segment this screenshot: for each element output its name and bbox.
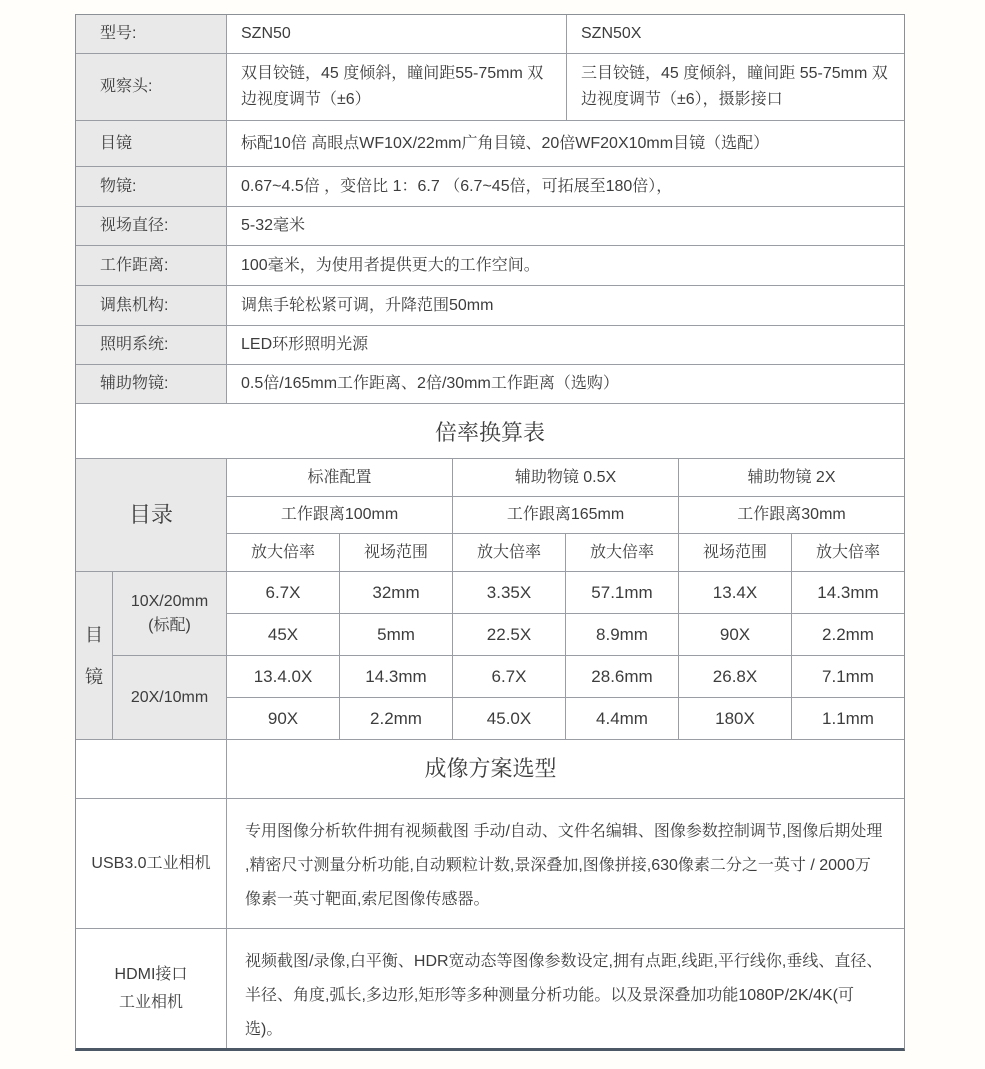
header-aux-2x: 辅助物镜 2X bbox=[678, 458, 904, 496]
illumination-value: LED环形照明光源 bbox=[226, 325, 904, 364]
table-cell: 6.7X bbox=[452, 655, 565, 697]
eyepiece-vertical-label bbox=[76, 571, 112, 739]
table-cell: 28.6mm bbox=[565, 655, 678, 697]
table-cell: 13.4X bbox=[678, 571, 791, 613]
table-cell: 57.1mm bbox=[565, 571, 678, 613]
col-header-magnification-3: 放大倍率 bbox=[565, 533, 678, 571]
working-distance-label: 工作距离: bbox=[76, 245, 226, 285]
head-value-szn50: 双目铰链，45 度倾斜，瞳间距55-75mm 双边视度调节（±6） bbox=[226, 53, 566, 120]
hdmi-camera-label bbox=[76, 928, 226, 1048]
objective-value: 0.67~4.5倍 ，变倍比 1：6.7 （6.7~45倍，可拓展至180倍）， bbox=[226, 166, 904, 206]
group-sublabel-text: (标配) bbox=[148, 616, 191, 634]
objective-label: 物镜: bbox=[76, 166, 226, 206]
group-label-text: 10X/20mm bbox=[130, 592, 209, 610]
model-label: 型号: bbox=[76, 15, 226, 53]
model-value-szn50: SZN50 bbox=[226, 15, 566, 53]
usb-camera-cell bbox=[226, 798, 904, 928]
table-cell: 13.4.0X bbox=[226, 655, 339, 697]
aux-objective-label: 辅助物镜: bbox=[76, 364, 226, 403]
product-spec-table bbox=[76, 15, 904, 403]
imaging-section-title: 成像方案选型 bbox=[424, 756, 557, 781]
field-diameter-value: 5-32毫米 bbox=[226, 206, 904, 245]
header-standard-config: 标准配置 bbox=[226, 458, 452, 496]
magnification-table bbox=[76, 458, 904, 739]
group-label-20x-10mm bbox=[112, 655, 226, 739]
header-wd-165mm: 工作跟离165mm bbox=[452, 496, 678, 533]
col-header-field-2: 视场范围 bbox=[678, 533, 791, 571]
conversion-table-title: 倍率换算表 bbox=[76, 403, 904, 458]
eyepiece-char-2: 镜 bbox=[85, 666, 103, 687]
imaging-title-cell bbox=[226, 739, 904, 798]
head-label: 观察头: bbox=[76, 53, 226, 120]
table-cell: 90X bbox=[226, 697, 339, 739]
col-header-magnification-1: 放大倍率 bbox=[226, 533, 339, 571]
model-value-szn50x: SZN50X bbox=[566, 15, 904, 53]
table-cell: 14.3mm bbox=[339, 655, 452, 697]
table-cell: 3.35X bbox=[452, 571, 565, 613]
usb-camera-desc: 专用图像分析软件拥有视频截图 手动/自动、文件名编辑、图像参数控制调节,图像后期处理 ,精密尺寸测量分析功能,自动颗粒计数,景深叠加,图像拼接,630像素二分之一英寸 / 2000万像素一英寸靶面,索尼图像传感器。 bbox=[245, 823, 883, 908]
table-cell: 5mm bbox=[339, 613, 452, 655]
table-cell: 45.0X bbox=[452, 697, 565, 739]
hdmi-camera-label-line1: HDMI接口 bbox=[114, 965, 188, 983]
table-cell: 6.7X bbox=[226, 571, 339, 613]
catalog-corner-cell: 目录 bbox=[76, 458, 226, 571]
header-aux-0-5x: 辅助物镜 0.5X bbox=[452, 458, 678, 496]
col-header-field-1: 视场范围 bbox=[339, 533, 452, 571]
table-cell: 22.5X bbox=[452, 613, 565, 655]
group-label-text: 20X/10mm bbox=[130, 688, 209, 706]
hdmi-camera-cell bbox=[226, 928, 904, 1048]
col-header-magnification-4: 放大倍率 bbox=[791, 533, 904, 571]
usb-camera-label bbox=[76, 798, 226, 928]
spec-sheet bbox=[75, 14, 905, 1051]
hdmi-camera-label-line2: 工业相机 bbox=[118, 993, 183, 1011]
table-cell: 8.9mm bbox=[565, 613, 678, 655]
table-cell: 2.2mm bbox=[791, 613, 904, 655]
table-cell: 180X bbox=[678, 697, 791, 739]
field-diameter-label: 视场直径: bbox=[76, 206, 226, 245]
working-distance-value: 100毫米，为使用者提供更大的工作空间。 bbox=[226, 245, 904, 285]
aux-objective-value: 0.5倍/165mm工作距离、2倍/30mm工作距离（选购） bbox=[226, 364, 904, 403]
focusing-value: 调焦手轮松紧可调，升降范围50mm bbox=[226, 285, 904, 325]
eyepiece-value: 标配10倍 高眼点WF10X/22mm广角目镜、20倍WF20X10mm目镜（选配） bbox=[226, 120, 904, 166]
focusing-label: 调焦机构: bbox=[76, 285, 226, 325]
table-cell: 26.8X bbox=[678, 655, 791, 697]
header-wd-100mm: 工作跟离100mm bbox=[226, 496, 452, 533]
table-cell: 4.4mm bbox=[565, 697, 678, 739]
usb-camera-label-text: USB3.0工业相机 bbox=[91, 854, 211, 872]
imaging-title-row bbox=[76, 739, 904, 798]
table-cell: 32mm bbox=[339, 571, 452, 613]
illumination-label: 照明系统: bbox=[76, 325, 226, 364]
group-label-10x-20mm bbox=[112, 571, 226, 655]
table-cell: 14.3mm bbox=[791, 571, 904, 613]
table-cell: 1.1mm bbox=[791, 697, 904, 739]
table-cell: 7.1mm bbox=[791, 655, 904, 697]
eyepiece-label: 目镜 bbox=[76, 120, 226, 166]
hdmi-camera-desc: 视频截图/录像,白平衡、HDR宽动态等图像参数设定,拥有点距,线距,平行线你,垂线、直径、半径、角度,弧长,多边形,矩形等多种测量分析功能。以及景深叠加功能1080P/2K/4K(可选)。 bbox=[245, 953, 883, 1038]
head-value-szn50x: 三目铰链，45 度倾斜，瞳间距 55-75mm 双边视度调节（±6），摄影接口 bbox=[566, 53, 904, 120]
table-cell: 45X bbox=[226, 613, 339, 655]
eyepiece-char-1: 目 bbox=[85, 624, 103, 645]
table-cell: 90X bbox=[678, 613, 791, 655]
col-header-magnification-2: 放大倍率 bbox=[452, 533, 565, 571]
header-wd-30mm: 工作跟离30mm bbox=[678, 496, 904, 533]
table-cell: 2.2mm bbox=[339, 697, 452, 739]
imaging-table bbox=[76, 798, 904, 1048]
